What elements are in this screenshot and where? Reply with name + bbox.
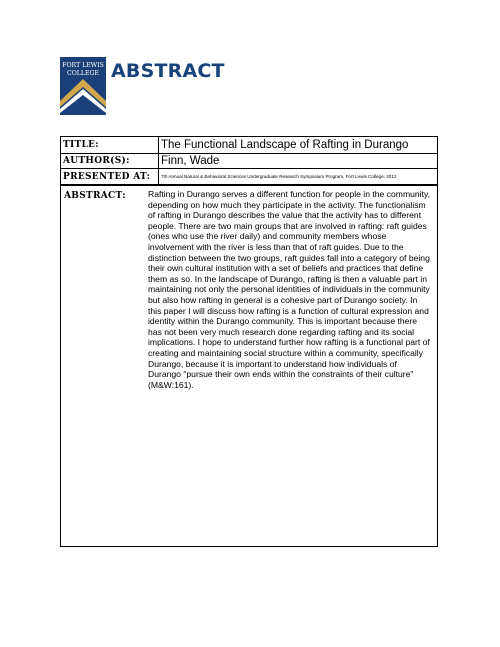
title-label: TITLE: xyxy=(61,137,159,154)
author-value: Finn, Wade xyxy=(159,154,438,169)
presented-value: 7th Annual Natural & Behavioral Sciences Undergraduate Research Symposium Program, Fort Lewis College, 2012 xyxy=(159,169,438,185)
svg-text:FORT LEWIS: FORT LEWIS xyxy=(62,62,104,69)
abstract-box xyxy=(60,185,438,547)
fort-lewis-college-logo xyxy=(60,57,106,115)
abstract-text: Rafting in Durango serves a different function for people in the community, depending on how much they participate in the activity. The functionalism of rafting in Durango describes the value that the activity has to different people. There are two main groups that are involved in rafting: raft guides (ones who use the river daily) and community members whose involvement with the river is less than that of raft guides. Due to the distinction between the two groups, raft guides fall into a category of being their own cultural institution with a set of beliefs and practices that define them as so. In the landscape of Durango, rafting is then a valuable part in maintaining not only the personal identities of individuals in the community but also how rafting in general is a cohesive part of Durango society. In this paper I will discuss how rafting is a function of cultural expression and identity within the Durango community. This is important because there has not been very much research done regarding rafting and its social implications. I hope to understand further how rafting is a functional part of creating and maintaining social structure within a community, specifically Durango, because it is important to understand how individuals of Durango "pursue their own ends within the constraints of their culture"(M&W:161). xyxy=(148,189,430,390)
presented-label: PRESENTED AT: xyxy=(61,169,159,185)
svg-text:COLLEGE: COLLEGE xyxy=(66,70,100,77)
abstract-heading: ABSTRACT xyxy=(111,60,225,82)
abstract-label: ABSTRACT: xyxy=(64,191,126,201)
author-label: AUTHOR(S): xyxy=(61,154,159,169)
title-value: The Functional Landscape of Rafting in Durango xyxy=(159,137,438,154)
metadata-table xyxy=(60,136,438,185)
